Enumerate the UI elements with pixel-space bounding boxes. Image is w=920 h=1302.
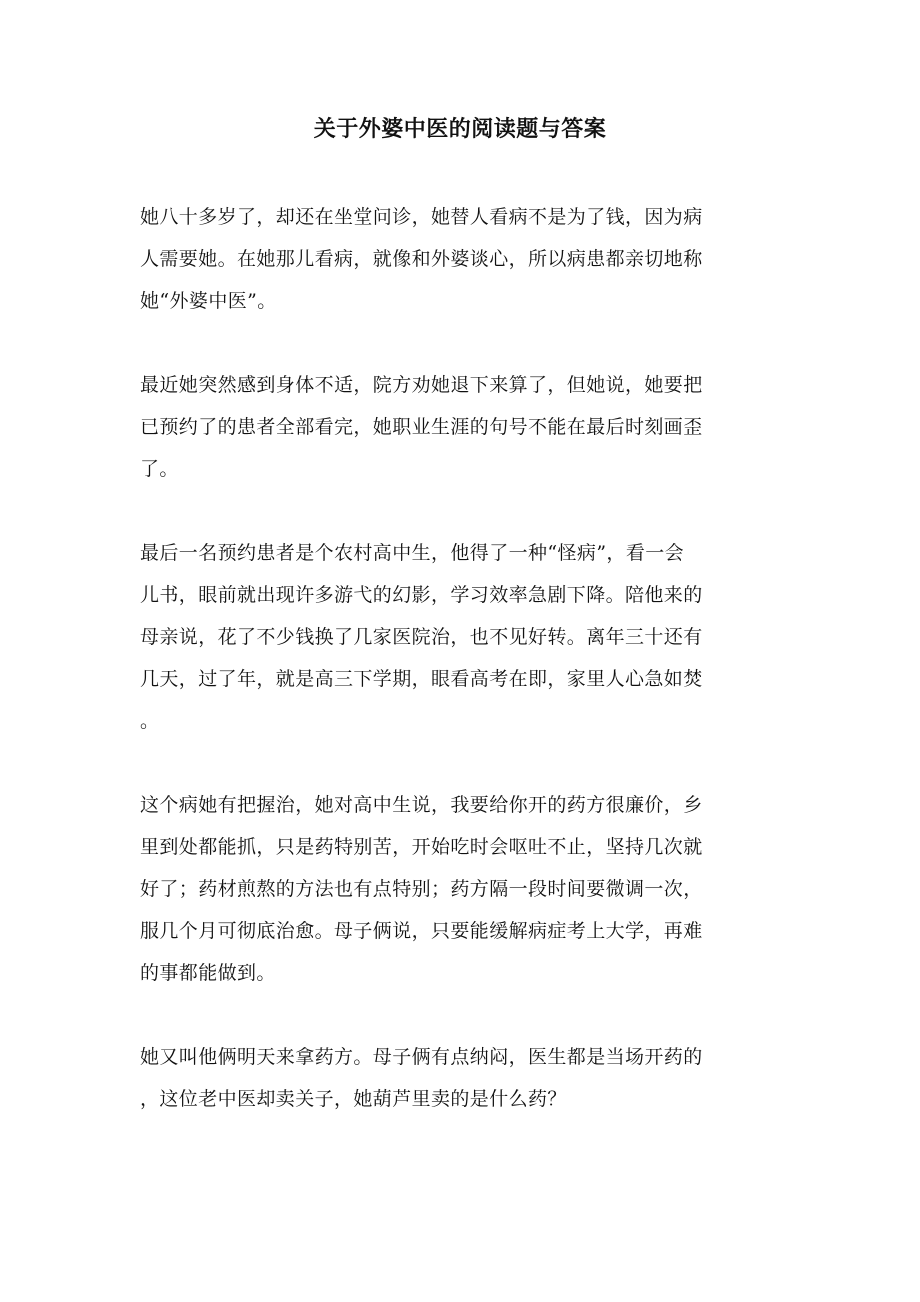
paragraph-line: 服几个月可彻底治愈。母子俩说，只要能缓解病症考上大学，再难 xyxy=(140,920,703,942)
paragraph-2 xyxy=(140,364,772,490)
paragraph-line: 她又叫他俩明天来拿药方。母子俩有点纳闷，医生都是当场开药的 xyxy=(140,1046,703,1068)
paragraph-line: 里到处都能抓，只是药特别苦，开始吃时会呕吐不止，坚持几次就 xyxy=(140,836,703,858)
paragraph-line: 的事都能做到。 xyxy=(140,962,276,984)
paragraph-line: 人需要她。在她那儿看病，就像和外婆谈心，所以病患都亲切地称 xyxy=(140,248,703,270)
paragraph-5 xyxy=(140,1036,772,1120)
paragraph-line: 。 xyxy=(140,710,160,732)
paragraph-line: 几天，过了年，就是高三下学期，眼看高考在即，家里人心急如焚 xyxy=(140,668,703,690)
paragraph-line: 这个病她有把握治，她对高中生说，我要给你开的药方很廉价，乡 xyxy=(140,794,703,816)
paragraph-4 xyxy=(140,784,772,994)
paragraph-line: 了。 xyxy=(140,458,179,480)
paragraph-line: 最后一名预约患者是个农村高中生，他得了一种“怪病”，看一会 xyxy=(140,542,685,564)
paragraph-line: ，这位老中医却卖关子，她葫芦里卖的是什么药？ xyxy=(140,1088,567,1110)
paragraph-line: 母亲说，花了不少钱换了几家医院治，也不见好转。离年三十还有 xyxy=(140,626,703,648)
paragraph-3 xyxy=(140,532,772,742)
paragraph-line: 最近她突然感到身体不适，院方劝她退下来算了，但她说，她要把 xyxy=(140,374,703,396)
paragraph-line: 好了；药材煎熬的方法也有点特别；药方隔一段时间要微调一次， xyxy=(140,878,703,900)
paragraph-line: 已预约了的患者全部看完，她职业生涯的句号不能在最后时刻画歪 xyxy=(140,416,703,438)
paragraph-1 xyxy=(140,196,772,322)
paragraph-line: 她八十多岁了，却还在坐堂问诊，她替人看病不是为了钱，因为病 xyxy=(140,206,703,228)
paragraph-line: 她“外婆中医”。 xyxy=(140,290,277,312)
document-title: 关于外婆中医的阅读题与答案 xyxy=(313,116,607,142)
paragraph-line: 儿书，眼前就出现许多游弋的幻影，学习效率急剧下降。陪他来的 xyxy=(140,584,703,606)
